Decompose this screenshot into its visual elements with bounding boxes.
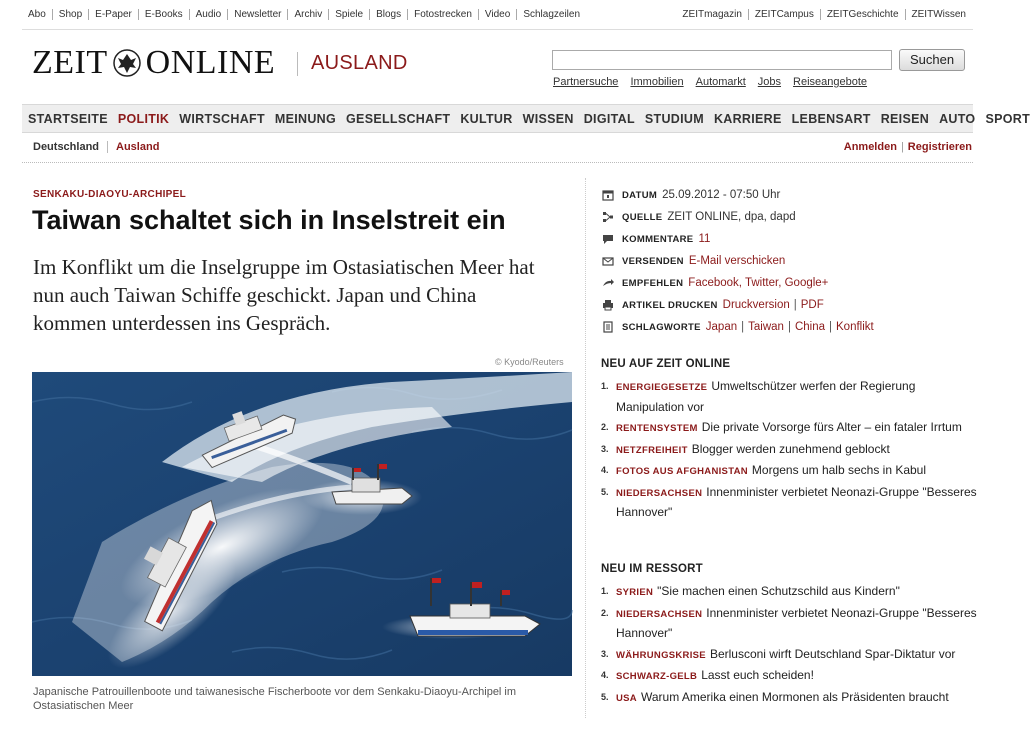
account-separator: | [900,141,904,153]
nav-auto[interactable]: AUTO [939,111,976,126]
rank-number: 2. [601,422,609,432]
item-keyword: USA [616,692,637,704]
section-title: AUSLAND [311,52,408,74]
item-keyword: NETZFREIHEIT [616,444,688,456]
top-link-blogs[interactable]: Blogs [369,9,407,20]
top-link-shop[interactable]: Shop [52,9,88,20]
top-link-spiele[interactable]: Spiele [328,9,369,20]
top-link-newsletter[interactable]: Newsletter [227,9,287,20]
brand-link-geschichte[interactable] [820,9,905,20]
search-input[interactable] [552,50,892,70]
rank-number: 1. [601,586,609,596]
item-keyword: NIEDERSACHSEN [616,608,703,620]
brand-link-wissen[interactable] [905,9,972,20]
rank-number: 1. [601,381,609,391]
nav-wissen[interactable]: WISSEN [522,111,574,126]
item-text: Warum Amerika einen Mormonen als Präsidenten braucht [640,689,949,704]
nav-wirtschaft[interactable]: WIRTSCHAFT [179,111,265,126]
top-link-audio[interactable]: Audio [189,9,228,20]
calendar-icon [602,189,614,201]
item-text: Die private Vorsorge fürs Alter – ein fataler Irrtum [701,420,962,434]
brand-prefix: ZEIT [754,9,777,20]
meta-label: EMPFEHLEN [622,277,684,289]
rank-number: 5. [601,486,609,497]
article-meta [602,184,982,338]
neu-im-ressort-list [601,582,986,709]
nav-digital[interactable]: DIGITAL [583,111,635,126]
item-text: Morgens um halb sechs in Kabul [751,463,927,477]
item-text: Berlusconi wirft Deutschland Spar-Diktatur vor [709,646,956,661]
rank-number: 4. [601,670,609,680]
list-item[interactable] [601,582,986,603]
list-item[interactable] [601,645,986,666]
ships-at-sea-image [32,372,572,676]
list-item[interactable] [601,666,986,687]
article-lead: Im Konflikt um die Inselgruppe im Ostasiatischen Meer hat nun auch Taiwan Schiffe geschickt. Japan und China kommen unterdessen ins Gespräch. [33,255,535,335]
subnav-deutschland[interactable]: Deutschland [33,141,100,153]
brand-suffix: magazin [704,9,742,20]
article-source: ZEIT ONLINE, dpa, dapd [667,211,796,223]
logo-text-left: ZEIT [32,44,108,81]
nav-politik[interactable]: POLITIK [117,111,170,126]
item-text: Lasst euch scheiden! [701,668,814,682]
neu-auf-zeit-title: NEU AUF ZEIT ONLINE [601,358,731,370]
tag-separator: | [787,321,791,333]
list-item[interactable] [601,377,986,417]
brand-suffix: Geschichte [848,9,899,20]
pdf-link[interactable]: PDF [800,299,824,311]
nav-gesellschaft[interactable]: GESELLSCHAFT [346,111,451,126]
nav-sport[interactable]: SPORT [985,111,1030,126]
sub-nav [33,141,167,153]
list-item[interactable] [601,483,986,523]
list-item[interactable] [601,440,986,461]
column-divider [585,178,586,718]
brand-prefix: ZEIT [826,9,849,20]
meta-label: KOMMENTARE [622,233,694,245]
brand-prefix: ZEIT [911,9,934,20]
photo-credit: © Kyodo/Reuters [495,357,564,367]
meta-empfehlen [602,272,982,294]
top-link-ebooks[interactable]: E-Books [138,9,189,20]
meta-label: ARTIKEL DRUCKEN [622,299,718,311]
item-keyword: SCHWARZ-GELB [616,671,698,682]
register-link[interactable]: Registrieren [907,141,972,153]
brand-suffix: Campus [776,9,814,20]
neu-auf-zeit-list [601,377,986,524]
tag-separator: | [829,321,832,333]
brand-suffix: Wissen [933,9,966,20]
service-links [553,76,867,88]
service-link-reiseangebote[interactable]: Reiseangebote [793,76,868,88]
top-link-epaper[interactable]: E-Paper [88,9,138,20]
subnav-divider [22,162,973,163]
share-icon [602,277,614,289]
tags-icon [602,321,614,333]
logo-text-right: ONLINE [145,44,276,81]
meta-datum [602,184,982,206]
nav-startseite[interactable]: STARTSEITE [28,111,108,126]
logo-divider [297,52,298,76]
nav-reisen[interactable]: REISEN [880,111,930,126]
meta-schlagworte [602,316,982,338]
rank-number: 2. [601,607,609,618]
meta-separator: | [793,299,797,311]
list-item[interactable] [601,604,986,644]
item-text: "Sie machen einen Schutzschild aus Kindern" [657,584,900,598]
article-headline: Taiwan schaltet sich in Inselstreit ein [32,205,506,235]
brand-link-magazin[interactable] [676,9,747,20]
tag-link[interactable]: China [794,321,825,333]
service-link-jobs[interactable]: Jobs [757,76,782,88]
service-link-partnersuche[interactable]: Partnersuche [553,76,619,88]
eagle-seal-icon [112,48,142,78]
mail-icon [602,255,614,267]
source-icon [602,211,614,223]
list-item[interactable] [601,688,986,709]
tag-separator: | [741,321,745,333]
tag-link[interactable]: Konflikt [836,321,874,333]
list-item[interactable] [601,418,986,439]
list-item[interactable] [601,461,986,482]
site-logo[interactable] [32,44,275,82]
social-links[interactable]: Facebook, Twitter, Google+ [688,277,829,289]
top-link-fotostrecken[interactable]: Fotostrecken [407,9,478,20]
meta-label: SCHLAGWORTE [622,321,701,333]
item-keyword: FOTOS AUS AFGHANISTAN [616,466,748,477]
comment-count-link[interactable]: 11 [698,233,711,245]
top-link-video[interactable]: Video [478,9,516,20]
item-text: Innenminister verbietet Neonazi-Gruppe "Besseres Hannover" [616,484,977,519]
email-link[interactable]: E-Mail verschicken [688,255,786,267]
tag-link[interactable]: Japan [705,321,738,333]
item-keyword: NIEDERSACHSEN [616,487,703,499]
meta-versenden [602,250,982,272]
comment-icon [602,233,614,245]
meta-label: DATUM [622,189,658,201]
login-link[interactable]: Anmelden [843,141,897,153]
top-divider [22,29,973,30]
brand-links [676,9,972,20]
main-nav [22,104,1030,133]
service-link-automarkt[interactable]: Automarkt [695,76,746,88]
item-keyword: SYRIEN [616,587,654,598]
top-link-archiv[interactable]: Archiv [287,9,328,20]
top-link-abo[interactable]: Abo [28,9,46,20]
photo-caption: Japanische Patrouillenboote und taiwanesische Fischerboote vor dem Senkaku-Diaoyu-Archipel im Ostasiatischen Meer [33,686,517,712]
article-photo[interactable] [32,372,572,676]
item-keyword: ENERGIEGESETZE [616,382,708,393]
account-links [844,141,972,153]
meta-quelle [602,206,982,228]
subnav-ausland[interactable]: Ausland [107,141,167,153]
print-icon [602,299,614,311]
rank-number: 4. [601,465,609,475]
neu-im-ressort-title: NEU IM RESSORT [601,563,703,575]
tag-link[interactable]: Taiwan [748,321,784,333]
item-text: Umweltschützer werfen der Regierung Manipulation vor [616,379,916,414]
item-keyword: RENTENSYSTEM [616,423,698,434]
meta-label: VERSENDEN [622,255,684,267]
search-button[interactable]: Suchen [899,49,965,71]
rank-number: 5. [601,691,609,702]
nav-lebensart[interactable]: LEBENSART [791,111,871,126]
nav-meinung[interactable]: MEINUNG [274,111,337,126]
nav-karriere[interactable]: KARRIERE [713,111,782,126]
brand-link-campus[interactable] [748,9,820,20]
article-kicker: SENKAKU-DIAOYU-ARCHIPEL [33,189,187,200]
item-text: Blogger werden zunehmend geblockt [691,441,890,456]
meta-drucken [602,294,982,316]
print-link[interactable]: Druckversion [722,299,790,311]
top-link-schlagzeilen[interactable]: Schlagzeilen [516,9,586,20]
brand-prefix: ZEIT [682,9,705,20]
meta-kommentare [602,228,982,250]
service-link-immobilien[interactable]: Immobilien [630,76,684,88]
item-keyword: WÄHRUNGSKRISE [616,649,706,661]
rank-number: 3. [601,648,609,659]
meta-label: QUELLE [622,211,663,223]
article-date: 25.09.2012 - 07:50 Uhr [662,189,781,201]
rank-number: 3. [601,443,609,454]
nav-kultur[interactable]: KULTUR [460,111,513,126]
item-text: Innenminister verbietet Neonazi-Gruppe "Besseres Hannover" [616,605,977,640]
top-utility-nav [28,9,586,20]
nav-studium[interactable]: STUDIUM [644,111,704,126]
